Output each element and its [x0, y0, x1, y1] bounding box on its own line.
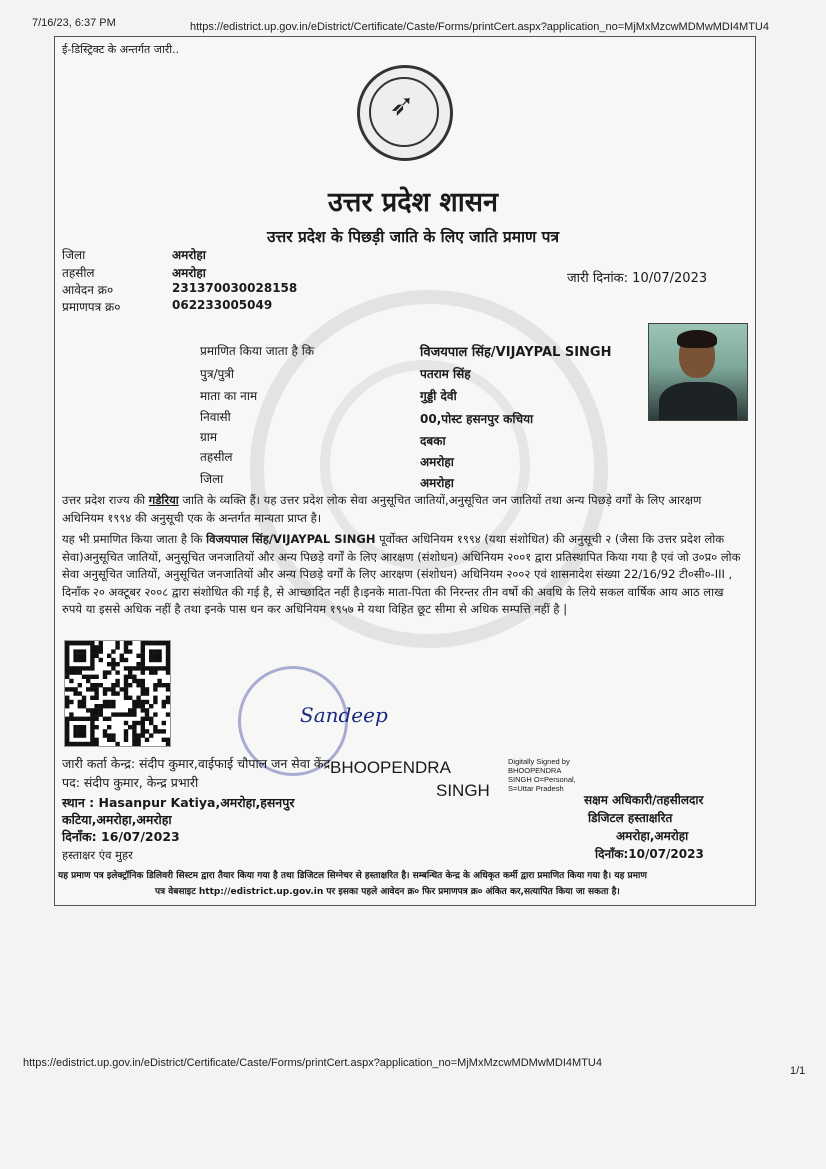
caste-paragraph: उत्तर प्रदेश राज्य की गडेरिया जाति के व्यक्ति हैं। यह उत्तर प्रदेश लोक सेवा अनुसूचित जातियों,अनुसूचित जन जातियों तथा अन्य पिछड़े वर्गों के लिए आरक्षण अधिनियम १९९४ की अनुसूची एक के अन्तर्गत मान्यता प्राप्त है। [62, 493, 702, 525]
resident-value: 00,पोस्ट हसनपुर कचिया [420, 412, 534, 426]
authority-place: अमरोहा,अमरोहा [616, 829, 689, 843]
parent-value: पतराम सिंह [420, 367, 471, 381]
footer-note-line1: यह प्रमाण पत्र इलेक्ट्रॉनिक डिलिवरी सिस्टम द्वारा तैयार किया गया है तथा डिजिटल सिग्नेचर से हस्ताक्षरित है। सम्बन्धित केन्द्र के अधिकृत कर्मी द्वारा प्रमाणित किया गया है। यह प्रमाण [58, 871, 647, 881]
tehsil-label: तहसील [200, 450, 233, 464]
print-footer-url: https://edistrict.up.gov.in/eDistrict/Certificate/Caste/Forms/printCert.aspx?application_no=MjMxMzcwMDMwMDI4MTU4 [23, 1057, 602, 1069]
digital-signer-name-line1: BHOOPENDRA [330, 758, 451, 777]
issuer-place-line2: कटिया,अमरोहा,अमरोहा [62, 812, 172, 827]
field-certificate-no-value: 062233005049 [172, 298, 273, 312]
issuer-post: पद: संदीप कुमार, केन्द्र प्रभारी [62, 775, 199, 790]
footer-note-line2: पत्र वेबसाइट http://edistrict.up.gov.in पर इसका पहले आवेदन क्र० फिर प्रमाणपत्र क्र० अंकित कर,सत्यापित किया जा सकता है। [155, 887, 620, 897]
creamy-layer-paragraph: यह भी प्रमाणित किया जाता है कि विजयपाल सिंह/VIJAYPAL SINGH पूर्वोक्त अधिनियम १९९४ (यथा संशोधित) की अनुसूची २ (जैसा कि उत्तर प्रदेश लोक सेवा)अनुसूचित जातियों, अनुसूचित जनजातियों और अन्य पिछड़े वर्गों के लिए आरक्षण (संशोधन) अधिनियम २००१ द्वारा प्रतिस्थापित किया गया है एवं जो उ०प्र० लोक सेवा अनुसूचित जातियों, अनुसूचित जनजातियों और अन्य पिछड़े वर्गों के लिए आरक्षण (संशोधन) अधिनियम २००२ एवं शासनादेश संख्या 22/16/92 टी०सी०-III , दिनाँक २० अक्टूबर २००८ द्वारा संशोधित की गई है, से आच्छादित नहीं है।इनके माता-पिता की निरन्तर तीन वर्षो की अवधि के लिये सकल वार्षिक आय आठ लाख रुपये या इससे अधिक नहीं है तथा इनके पास धन कर अधिनियम १९५७ मे यथा विहित छूट सीमा से अधिक सम्पत्ति नहीं है | [62, 532, 741, 616]
district-value: अमरोहा [420, 476, 454, 490]
page-title: उत्तर प्रदेश शासन [328, 187, 498, 218]
portal-note: ई-डिस्ट्रिक्ट के अन्तर्गत जारी.. [62, 43, 180, 56]
bow-arrow-fish-icon: ➶ [389, 88, 415, 123]
field-tehsil-value: अमरोहा [172, 266, 206, 280]
caste-name: गडेरिया [148, 493, 179, 507]
field-district-value: अमरोहा [172, 248, 206, 262]
parent-label: पुत्र/पुत्री [200, 367, 235, 381]
field-district-label: जिला [62, 248, 86, 262]
certificate-subtitle: उत्तर प्रदेश के पिछड़ी जाति के लिए जाति प्रमाण पत्र [267, 228, 559, 246]
village-value: दबका [420, 434, 446, 448]
mother-value: गुड्डी देवी [420, 389, 457, 403]
applicant-photo [648, 323, 748, 421]
sign-and-seal-label: हस्ताक्षर एंव मुहर [62, 848, 133, 862]
qr-code [64, 640, 171, 747]
authority-date: दिनाँक:10/07/2023 [595, 847, 704, 861]
authority-title: सक्षम अधिकारी/तहसीलदार [584, 793, 704, 807]
applicant-name-inline: विजयपाल सिंह/VIJAYPAL SINGH [206, 532, 376, 546]
mother-label: माता का नाम [200, 389, 258, 403]
district-label: जिला [200, 472, 224, 486]
authority-digital-signed: डिजिटल हस्ताक्षरित [588, 811, 673, 825]
digital-signature-detail: Digitally Signed by BHOOPENDRA SINGH O=Personal, S=Uttar Pradesh [508, 757, 576, 793]
print-datetime: 7/16/23, 6:37 PM [32, 17, 116, 29]
issuer-place-line1: स्थान : Hasanpur Katiya,अमरोहा,हसनपुर [62, 795, 295, 810]
issuer-date: दिनाँक: 16/07/2023 [62, 829, 180, 844]
field-application-no-value: 231370030028158 [172, 281, 298, 295]
issuing-kendra: जारी कर्ता केन्द्र: संदीप कुमार,वाईफाई चौपाल जन सेवा केंद्र [62, 756, 331, 771]
handwritten-signature: Sandeep [300, 703, 388, 727]
field-application-no-label: आवेदन क्र० [62, 283, 114, 297]
print-url: https://edistrict.up.gov.in/eDistrict/Certificate/Caste/Forms/printCert.aspx?application_no=MjMxMzcwMDMwMDI4MTU4 [190, 21, 769, 33]
field-certificate-no-label: प्रमाणपत्र क्र० [62, 300, 121, 314]
person-name-label: प्रमाणित किया जाता है कि [200, 344, 315, 358]
person-name-value: विजयपाल सिंह/VIJAYPAL SINGH [420, 345, 612, 360]
tehsil-value: अमरोहा [420, 455, 454, 469]
village-label: ग्राम [200, 430, 218, 444]
issue-date: जारी दिनांक: 10/07/2023 [567, 271, 708, 286]
print-page-number: 1/1 [790, 1065, 806, 1077]
resident-label: निवासी [200, 410, 231, 424]
field-tehsil-label: तहसील [62, 266, 95, 280]
digital-signer-name-line2: SINGH [436, 781, 490, 800]
